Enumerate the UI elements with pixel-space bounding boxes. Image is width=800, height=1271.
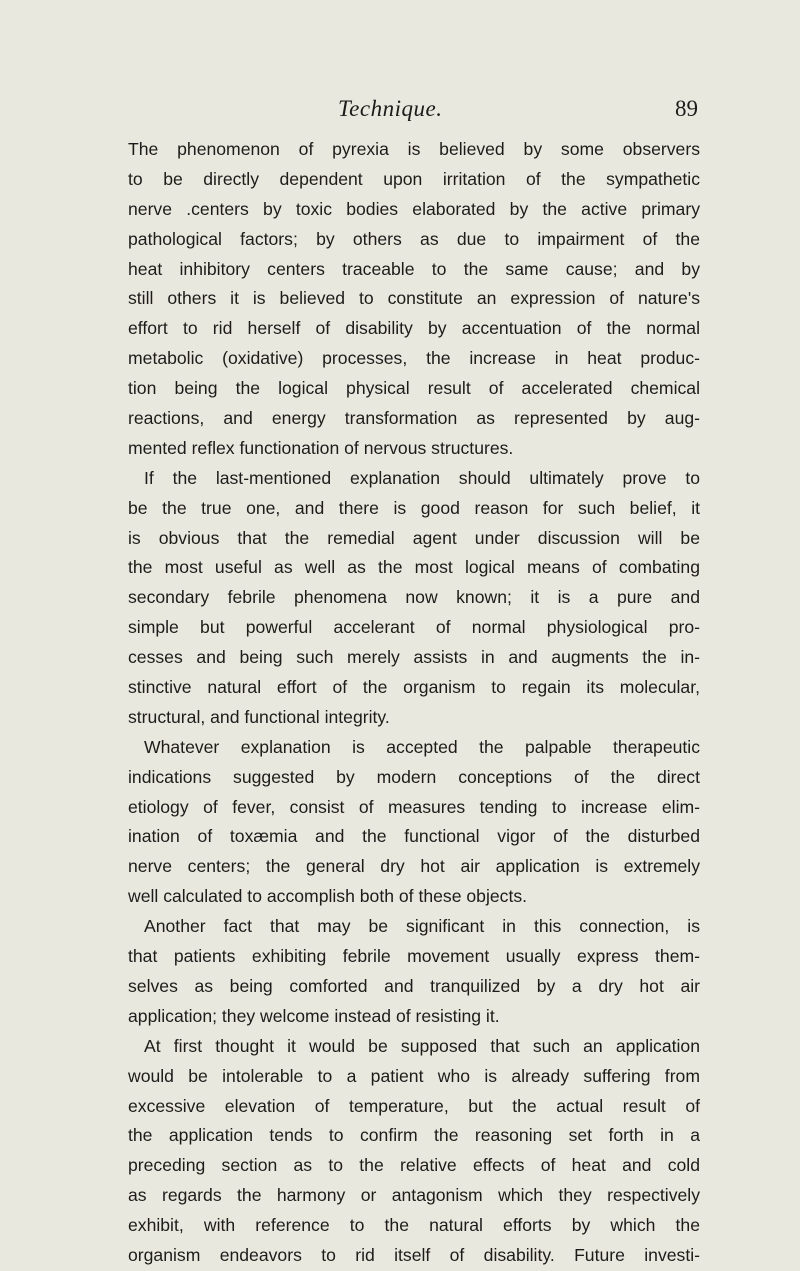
text-line: cesses and being such merely assists in and augments the in- (128, 647, 700, 668)
text-line: to be directly dependent upon irritation of the sympathetic (128, 168, 700, 189)
page-number: 89 (675, 96, 698, 121)
text-line: pathological factors; by others as due to impairment of the (128, 228, 700, 249)
text-line: indications suggested by modern conceptions of the direct (128, 766, 700, 787)
text-line: secondary febrile phenomena now known; it is a pure and (128, 587, 700, 608)
text-line: the application tends to confirm the reasoning set forth in a (128, 1125, 700, 1146)
text-line: selves as being comforted and tranquilized by a dry hot air (128, 975, 700, 996)
text-line: excessive elevation of temperature, but the actual result of (128, 1095, 700, 1116)
text-line: ination of toxæmia and the functional vigor of the disturbed (128, 826, 700, 847)
text-line: preceding section as to the relative effects of heat and cold (128, 1155, 700, 1176)
text-line: etiology of fever, consist of measures tending to increase elim- (128, 796, 700, 817)
text-line: exhibit, with reference to the natural efforts by which the (128, 1215, 700, 1236)
text-line: If the last-mentioned explanation should ultimately prove to (144, 467, 700, 488)
text-line: heat inhibitory centers traceable to the same cause; and by (128, 258, 700, 279)
text-line: nerve centers; the general dry hot air application is extremely (128, 856, 700, 877)
text-line: application; they welcome instead of resisting it. (128, 1005, 500, 1026)
text-line: simple but powerful accelerant of normal physiological pro- (128, 617, 700, 638)
text-line: would be intolerable to a patient who is already suffering from (128, 1065, 700, 1086)
text-line: the most useful as well as the most logical means of combating (128, 557, 700, 578)
text-line: Whatever explanation is accepted the palpable therapeutic (144, 736, 700, 757)
text-line: organism endeavors to rid itself of disability. Future investi- (128, 1244, 700, 1265)
text-line: be the true one, and there is good reason for such belief, it (128, 497, 700, 518)
text-line: Another fact that may be significant in this connection, is (144, 916, 700, 937)
text-line: nerve .centers by toxic bodies elaborated by the active primary (128, 198, 700, 219)
text-line: mented reflex functionation of nervous structures. (128, 437, 514, 458)
chapter-title: Technique. (338, 96, 443, 121)
text-line: reactions, and energy transformation as represented by aug- (128, 408, 700, 429)
text-line: is obvious that the remedial agent under discussion will be (128, 527, 700, 548)
text-line: well calculated to accomplish both of these objects. (128, 886, 528, 907)
text-line: The phenomenon of pyrexia is believed by some observers (128, 139, 700, 159)
running-head (128, 96, 698, 126)
body-text (128, 135, 700, 1271)
text-line: tion being the logical physical result of accelerated chemical (128, 378, 700, 399)
text-line: effort to rid herself of disability by accentuation of the normal (128, 318, 700, 339)
text-line: At first thought it would be supposed that such an application (144, 1035, 700, 1056)
text-line: still others it is believed to constitute an expression of nature's (128, 288, 700, 309)
text-line: metabolic (oxidative) processes, the increase in heat produc- (128, 348, 700, 369)
text-line: as regards the harmony or antagonism which they respectively (128, 1185, 700, 1206)
text-line: structural, and functional integrity. (128, 706, 390, 727)
text-line: stinctive natural effort of the organism to regain its molecular, (128, 677, 700, 698)
text-line: that patients exhibiting febrile movement usually express them- (128, 946, 700, 967)
